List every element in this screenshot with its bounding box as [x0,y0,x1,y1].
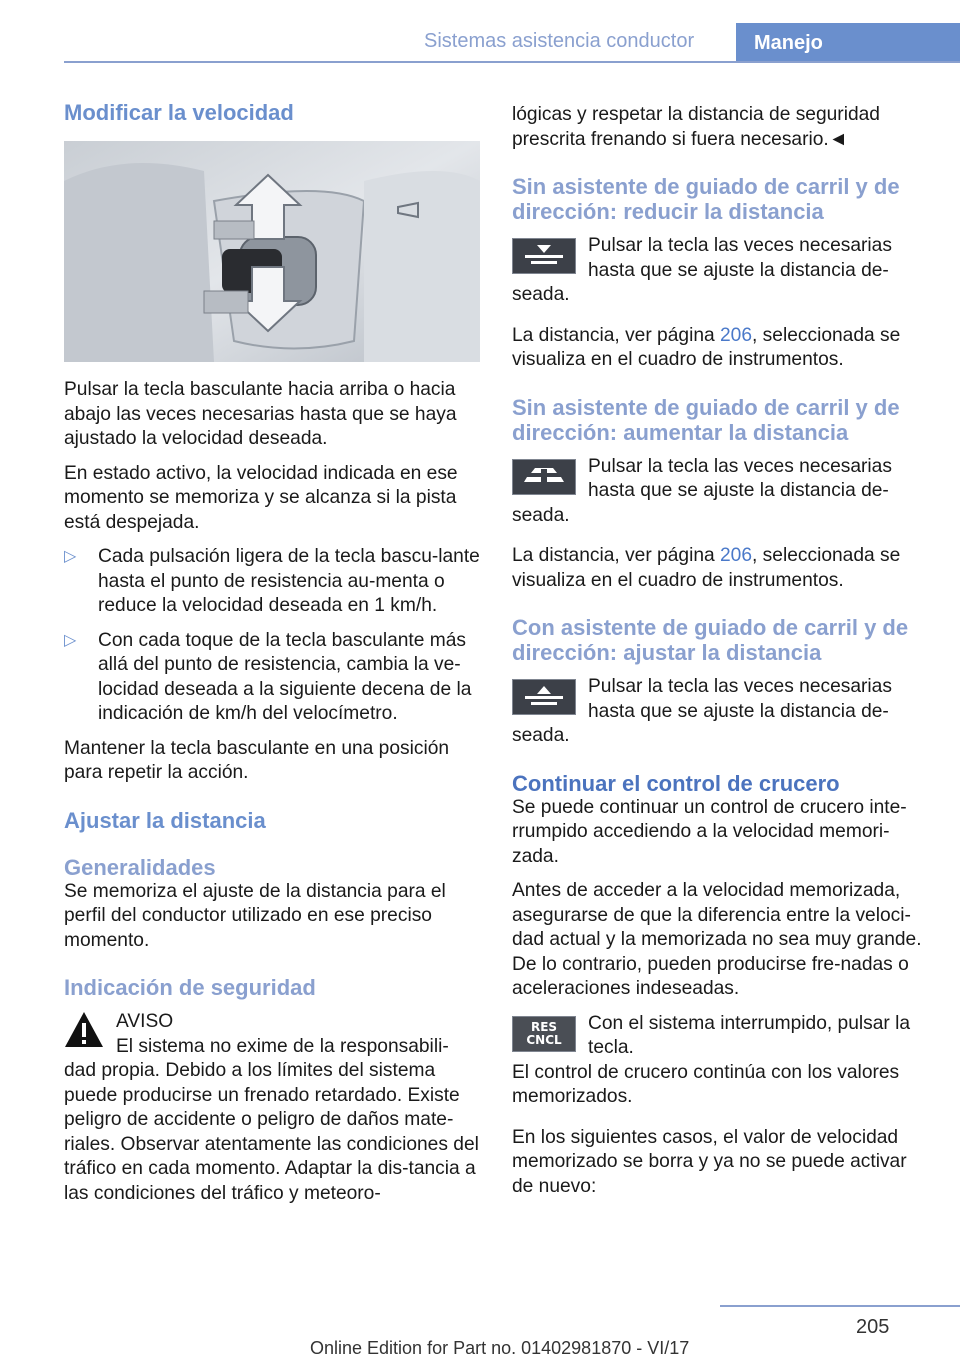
paragraph-rocker: Pulsar la tecla basculante hacia arriba o hacia abajo las veces necesarias hasta que se haya ajustado la velocidad deseada. [64,379,457,449]
page-link[interactable]: 206 [720,545,753,566]
bullet-triangle-icon: ▷ [64,548,77,565]
heading-generalidades: Generalidades [64,854,216,880]
res-cncl-row [512,1012,928,1061]
heading-indicacion-seguridad: Indicación de seguridad [64,975,316,1000]
rocker-switch-illustration [64,141,480,362]
res-key-label: RES [530,1019,558,1034]
warning-text: El sistema no exime de la responsabili-dad propia. Debido a los límites del sistema puede producirse un frenado retardado. Existe peligro de accidente o peligro de daños mate-riales. Observar atentamente las condiciones del tráfico en cada momento. Adaptar la dis-tancia a las condiciones del tráfico y meteoro- [64,1035,479,1204]
res-cncl-key-icon [512,1016,576,1052]
reduce-distance-row [512,234,928,308]
adjust-distance-row [512,675,928,749]
paragraph-continues: El control de crucero continúa con los valores memorizados. [512,1061,900,1107]
paragraph-press-key: Con el sistema interrumpido, pulsar la tecla. [588,1012,911,1058]
heading-aumentar-distancia: Sin asistente de guiado de carril y de dirección: aumentar la distancia [512,394,900,445]
list-item-text: Con cada toque de la tecla basculante más allá del punto de resistencia, cambia la ve-locidad deseada a la siguiente decena de la indicación de km/h del velocímetro. [98,629,472,724]
footer-rule [720,1305,960,1307]
running-header-section: Sistemas asistencia conductor [424,30,695,52]
distance-increase-key-icon [512,459,576,495]
increase-distance-row [512,455,928,529]
press-instruction: Pulsar la tecla las veces necesarias hasta que se ajuste la distancia de-seada. [512,235,892,305]
heading-modificar: Modificar la velocidad [64,100,294,125]
page-link[interactable]: 206 [720,324,753,346]
paragraph-distance-ref: La distancia, ver página 206, seleccionada se visualiza en el cuadro de instrumentos. [512,324,901,370]
left-column [64,100,480,1206]
chapter-tab: Manejo [736,23,960,63]
page-number: 205 [856,1316,890,1338]
right-column [512,103,928,1199]
cncl-key-label: CNCL [526,1032,562,1047]
warning-block [64,1010,480,1206]
heading-reducir-distancia: Sin asistente de guiado de carril y de dirección: reducir la distancia [512,174,900,224]
heading-continuar-crucero: Continuar el control de crucero [512,770,840,796]
paragraph-continuation: lógicas y respetar la distancia de seguridad prescrita frenando si fuera necesario.◄ [512,104,880,150]
header-rule [64,61,960,63]
list-item-text: Cada pulsación ligera de la tecla bascu-lante hasta el punto de resistencia au-menta o reduce la velocidad deseada en 1 km/h. [98,546,480,616]
paragraph-continue: Se puede continuar un control de crucero inte-rrumpido accediendo a la velocidad memori-zada. [512,796,907,867]
distance-adjust-key-icon [512,679,576,715]
paragraph-active-state: En estado activo, la velocidad indicada en ese momento se memoriza y se alcanza si la pista está despejada. [64,462,458,533]
edition-footer: Online Edition for Part no. 01402981870 - VI/17 [310,1338,690,1358]
bullet-triangle-icon: ▷ [64,631,77,649]
press-instruction: Pulsar la tecla las veces necesarias hasta que se ajuste la distancia de-seada. [512,455,892,526]
paragraph-before-access: Antes de acceder a la velocidad memorizada, asegurarse de que la diferencia entre la veloci-dad actual y la memorizada no sea muy grande. De lo contrario, pueden producirse fre-nadas o aceleraciones indeseadas. [512,880,922,999]
press-instruction: Pulsar la tecla las veces necesarias hasta que se ajuste la distancia de-seada. [512,676,892,746]
paragraph-cases: En los siguientes casos, el valor de velocidad memorizado se borra y ya no se puede activar de nuevo: [512,1126,907,1197]
steering-wheel-photo [64,141,480,362]
list-item [64,629,480,727]
distance-decrease-key-icon [512,238,576,274]
warning-triangle-icon [64,1010,104,1050]
warning-label: AVISO [116,1011,174,1032]
heading-ajustar-distancia-con: Con asistente de guiado de carril y de dirección: ajustar la distancia [512,615,909,665]
heading-ajustar-distancia: Ajustar la distancia [64,807,266,833]
paragraph-memory: Se memoriza el ajuste de la distancia para el perfil del conductor utilizado en ese preciso momento. [64,880,446,951]
paragraph-distance-ref: La distancia, ver página 206, seleccionada se visualiza en el cuadro de instrumentos. [512,545,901,591]
list-item [64,545,480,619]
paragraph-hold: Mantener la tecla basculante en una posición para repetir la acción. [64,737,450,783]
